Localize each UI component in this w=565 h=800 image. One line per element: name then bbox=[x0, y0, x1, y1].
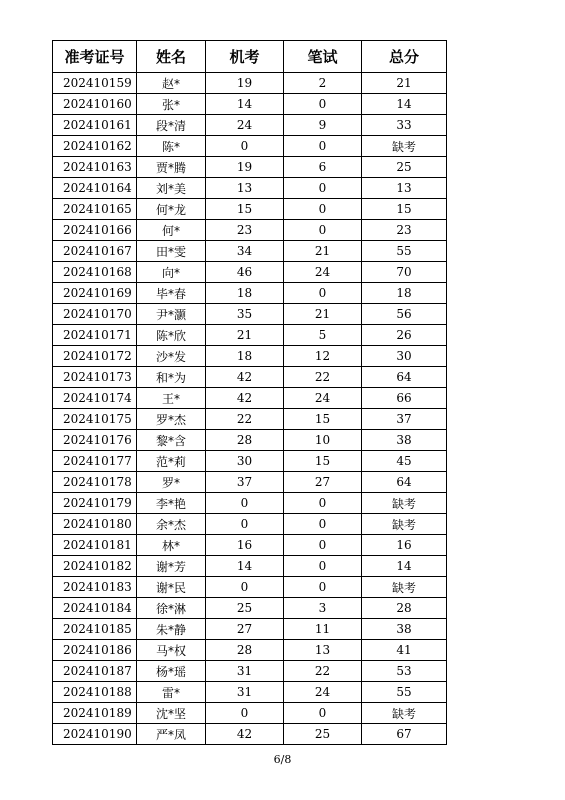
cell-name: 林* bbox=[137, 535, 206, 556]
cell-total-score: 38 bbox=[362, 619, 447, 640]
table-row bbox=[53, 640, 447, 661]
table-row bbox=[53, 577, 447, 598]
cell-computer-score: 25 bbox=[206, 598, 284, 619]
cell-total-score: 18 bbox=[362, 283, 447, 304]
cell-name: 向* bbox=[137, 262, 206, 283]
table-row bbox=[53, 283, 447, 304]
cell-exam-id: 202410189 bbox=[53, 703, 137, 724]
cell-name: 朱*静 bbox=[137, 619, 206, 640]
cell-exam-id: 202410168 bbox=[53, 262, 137, 283]
table-row bbox=[53, 619, 447, 640]
table-row bbox=[53, 262, 447, 283]
table-row bbox=[53, 136, 447, 157]
cell-name: 范*莉 bbox=[137, 451, 206, 472]
cell-total-score: 55 bbox=[362, 682, 447, 703]
cell-written-score: 25 bbox=[284, 724, 362, 745]
cell-total-score: 16 bbox=[362, 535, 447, 556]
cell-computer-score: 0 bbox=[206, 703, 284, 724]
cell-total-score: 41 bbox=[362, 640, 447, 661]
cell-name: 赵* bbox=[137, 73, 206, 94]
cell-total-score: 45 bbox=[362, 451, 447, 472]
cell-exam-id: 202410166 bbox=[53, 220, 137, 241]
header-total: 总分 bbox=[362, 41, 447, 73]
cell-exam-id: 202410162 bbox=[53, 136, 137, 157]
cell-computer-score: 22 bbox=[206, 409, 284, 430]
cell-computer-score: 23 bbox=[206, 220, 284, 241]
cell-name: 田*雯 bbox=[137, 241, 206, 262]
cell-written-score: 0 bbox=[284, 556, 362, 577]
score-table bbox=[52, 40, 447, 745]
cell-total-score: 缺考 bbox=[362, 577, 447, 598]
table-row bbox=[53, 346, 447, 367]
cell-written-score: 22 bbox=[284, 661, 362, 682]
cell-written-score: 0 bbox=[284, 283, 362, 304]
cell-exam-id: 202410185 bbox=[53, 619, 137, 640]
table-row bbox=[53, 409, 447, 430]
table-row bbox=[53, 388, 447, 409]
cell-exam-id: 202410171 bbox=[53, 325, 137, 346]
cell-name: 尹*灏 bbox=[137, 304, 206, 325]
cell-name: 刘*美 bbox=[137, 178, 206, 199]
cell-exam-id: 202410181 bbox=[53, 535, 137, 556]
cell-name: 何*龙 bbox=[137, 199, 206, 220]
cell-computer-score: 27 bbox=[206, 619, 284, 640]
cell-written-score: 0 bbox=[284, 136, 362, 157]
table-row bbox=[53, 73, 447, 94]
cell-total-score: 缺考 bbox=[362, 514, 447, 535]
cell-total-score: 14 bbox=[362, 556, 447, 577]
page-number: 6/8 bbox=[273, 753, 292, 766]
cell-computer-score: 0 bbox=[206, 136, 284, 157]
cell-name: 余*杰 bbox=[137, 514, 206, 535]
cell-name: 何* bbox=[137, 220, 206, 241]
cell-exam-id: 202410160 bbox=[53, 94, 137, 115]
cell-exam-id: 202410179 bbox=[53, 493, 137, 514]
table-row bbox=[53, 115, 447, 136]
cell-written-score: 13 bbox=[284, 640, 362, 661]
cell-total-score: 21 bbox=[362, 73, 447, 94]
cell-written-score: 3 bbox=[284, 598, 362, 619]
header-exam-id: 准考证号 bbox=[53, 41, 137, 73]
cell-written-score: 21 bbox=[284, 304, 362, 325]
cell-written-score: 9 bbox=[284, 115, 362, 136]
table-row bbox=[53, 661, 447, 682]
cell-exam-id: 202410180 bbox=[53, 514, 137, 535]
cell-total-score: 67 bbox=[362, 724, 447, 745]
cell-written-score: 27 bbox=[284, 472, 362, 493]
cell-written-score: 0 bbox=[284, 514, 362, 535]
cell-total-score: 26 bbox=[362, 325, 447, 346]
table-row bbox=[53, 241, 447, 262]
cell-computer-score: 21 bbox=[206, 325, 284, 346]
cell-written-score: 15 bbox=[284, 409, 362, 430]
cell-written-score: 0 bbox=[284, 220, 362, 241]
table-row bbox=[53, 325, 447, 346]
table-row bbox=[53, 682, 447, 703]
cell-written-score: 0 bbox=[284, 199, 362, 220]
cell-exam-id: 202410188 bbox=[53, 682, 137, 703]
cell-exam-id: 202410178 bbox=[53, 472, 137, 493]
table-row bbox=[53, 220, 447, 241]
cell-total-score: 38 bbox=[362, 430, 447, 451]
table-body bbox=[53, 73, 447, 745]
cell-name: 杨*瑶 bbox=[137, 661, 206, 682]
cell-computer-score: 13 bbox=[206, 178, 284, 199]
cell-written-score: 22 bbox=[284, 367, 362, 388]
cell-exam-id: 202410184 bbox=[53, 598, 137, 619]
cell-total-score: 64 bbox=[362, 472, 447, 493]
cell-exam-id: 202410190 bbox=[53, 724, 137, 745]
cell-total-score: 64 bbox=[362, 367, 447, 388]
cell-exam-id: 202410159 bbox=[53, 73, 137, 94]
cell-total-score: 缺考 bbox=[362, 703, 447, 724]
cell-computer-score: 0 bbox=[206, 577, 284, 598]
cell-computer-score: 30 bbox=[206, 451, 284, 472]
cell-total-score: 28 bbox=[362, 598, 447, 619]
cell-total-score: 15 bbox=[362, 199, 447, 220]
table-row bbox=[53, 514, 447, 535]
cell-computer-score: 37 bbox=[206, 472, 284, 493]
cell-exam-id: 202410170 bbox=[53, 304, 137, 325]
cell-name: 沙*发 bbox=[137, 346, 206, 367]
cell-computer-score: 42 bbox=[206, 724, 284, 745]
cell-computer-score: 31 bbox=[206, 661, 284, 682]
cell-exam-id: 202410164 bbox=[53, 178, 137, 199]
cell-total-score: 25 bbox=[362, 157, 447, 178]
cell-exam-id: 202410175 bbox=[53, 409, 137, 430]
cell-computer-score: 35 bbox=[206, 304, 284, 325]
cell-exam-id: 202410167 bbox=[53, 241, 137, 262]
cell-computer-score: 28 bbox=[206, 640, 284, 661]
cell-exam-id: 202410173 bbox=[53, 367, 137, 388]
cell-computer-score: 0 bbox=[206, 493, 284, 514]
table-row bbox=[53, 178, 447, 199]
cell-total-score: 13 bbox=[362, 178, 447, 199]
cell-written-score: 15 bbox=[284, 451, 362, 472]
cell-total-score: 56 bbox=[362, 304, 447, 325]
cell-computer-score: 42 bbox=[206, 388, 284, 409]
cell-exam-id: 202410177 bbox=[53, 451, 137, 472]
cell-total-score: 37 bbox=[362, 409, 447, 430]
cell-name: 陈*欣 bbox=[137, 325, 206, 346]
cell-computer-score: 14 bbox=[206, 94, 284, 115]
cell-written-score: 21 bbox=[284, 241, 362, 262]
cell-written-score: 6 bbox=[284, 157, 362, 178]
table-row bbox=[53, 472, 447, 493]
cell-written-score: 24 bbox=[284, 388, 362, 409]
cell-computer-score: 16 bbox=[206, 535, 284, 556]
table-header-row bbox=[53, 41, 447, 73]
cell-written-score: 0 bbox=[284, 178, 362, 199]
cell-name: 陈* bbox=[137, 136, 206, 157]
cell-total-score: 14 bbox=[362, 94, 447, 115]
cell-name: 段*清 bbox=[137, 115, 206, 136]
cell-exam-id: 202410182 bbox=[53, 556, 137, 577]
cell-written-score: 0 bbox=[284, 535, 362, 556]
cell-name: 贾*腾 bbox=[137, 157, 206, 178]
cell-exam-id: 202410183 bbox=[53, 577, 137, 598]
cell-total-score: 53 bbox=[362, 661, 447, 682]
cell-written-score: 10 bbox=[284, 430, 362, 451]
cell-total-score: 66 bbox=[362, 388, 447, 409]
cell-exam-id: 202410187 bbox=[53, 661, 137, 682]
cell-written-score: 0 bbox=[284, 94, 362, 115]
cell-computer-score: 19 bbox=[206, 73, 284, 94]
table-row bbox=[53, 724, 447, 745]
cell-computer-score: 18 bbox=[206, 346, 284, 367]
cell-computer-score: 18 bbox=[206, 283, 284, 304]
cell-name: 罗* bbox=[137, 472, 206, 493]
table-row bbox=[53, 157, 447, 178]
table-row bbox=[53, 703, 447, 724]
cell-name: 李*艳 bbox=[137, 493, 206, 514]
cell-exam-id: 202410172 bbox=[53, 346, 137, 367]
cell-exam-id: 202410163 bbox=[53, 157, 137, 178]
cell-written-score: 24 bbox=[284, 262, 362, 283]
cell-written-score: 2 bbox=[284, 73, 362, 94]
header-computer-exam: 机考 bbox=[206, 41, 284, 73]
header-name: 姓名 bbox=[137, 41, 206, 73]
cell-computer-score: 34 bbox=[206, 241, 284, 262]
table-row bbox=[53, 367, 447, 388]
cell-computer-score: 42 bbox=[206, 367, 284, 388]
cell-name: 严*凤 bbox=[137, 724, 206, 745]
cell-written-score: 0 bbox=[284, 493, 362, 514]
table-row bbox=[53, 94, 447, 115]
cell-name: 谢*民 bbox=[137, 577, 206, 598]
cell-computer-score: 14 bbox=[206, 556, 284, 577]
table-row bbox=[53, 430, 447, 451]
cell-total-score: 缺考 bbox=[362, 136, 447, 157]
cell-total-score: 缺考 bbox=[362, 493, 447, 514]
cell-name: 谢*芳 bbox=[137, 556, 206, 577]
cell-written-score: 11 bbox=[284, 619, 362, 640]
table-row bbox=[53, 598, 447, 619]
cell-written-score: 0 bbox=[284, 577, 362, 598]
cell-total-score: 70 bbox=[362, 262, 447, 283]
cell-computer-score: 19 bbox=[206, 157, 284, 178]
table-row bbox=[53, 493, 447, 514]
cell-exam-id: 202410176 bbox=[53, 430, 137, 451]
table-row bbox=[53, 451, 447, 472]
cell-name: 王* bbox=[137, 388, 206, 409]
table-row bbox=[53, 199, 447, 220]
cell-name: 雷* bbox=[137, 682, 206, 703]
cell-name: 毕*春 bbox=[137, 283, 206, 304]
cell-total-score: 55 bbox=[362, 241, 447, 262]
cell-name: 张* bbox=[137, 94, 206, 115]
cell-computer-score: 46 bbox=[206, 262, 284, 283]
cell-name: 沈*坚 bbox=[137, 703, 206, 724]
cell-name: 罗*杰 bbox=[137, 409, 206, 430]
cell-total-score: 23 bbox=[362, 220, 447, 241]
cell-exam-id: 202410161 bbox=[53, 115, 137, 136]
cell-name: 徐*淋 bbox=[137, 598, 206, 619]
cell-computer-score: 28 bbox=[206, 430, 284, 451]
table-row bbox=[53, 304, 447, 325]
cell-exam-id: 202410174 bbox=[53, 388, 137, 409]
cell-written-score: 5 bbox=[284, 325, 362, 346]
cell-written-score: 12 bbox=[284, 346, 362, 367]
cell-written-score: 24 bbox=[284, 682, 362, 703]
cell-computer-score: 24 bbox=[206, 115, 284, 136]
table-row bbox=[53, 556, 447, 577]
cell-exam-id: 202410186 bbox=[53, 640, 137, 661]
table-row bbox=[53, 535, 447, 556]
cell-name: 黎*含 bbox=[137, 430, 206, 451]
cell-name: 和*为 bbox=[137, 367, 206, 388]
cell-exam-id: 202410169 bbox=[53, 283, 137, 304]
cell-computer-score: 31 bbox=[206, 682, 284, 703]
cell-computer-score: 0 bbox=[206, 514, 284, 535]
header-written-exam: 笔试 bbox=[284, 41, 362, 73]
cell-total-score: 33 bbox=[362, 115, 447, 136]
cell-exam-id: 202410165 bbox=[53, 199, 137, 220]
cell-name: 马*权 bbox=[137, 640, 206, 661]
cell-total-score: 30 bbox=[362, 346, 447, 367]
cell-written-score: 0 bbox=[284, 703, 362, 724]
cell-computer-score: 15 bbox=[206, 199, 284, 220]
